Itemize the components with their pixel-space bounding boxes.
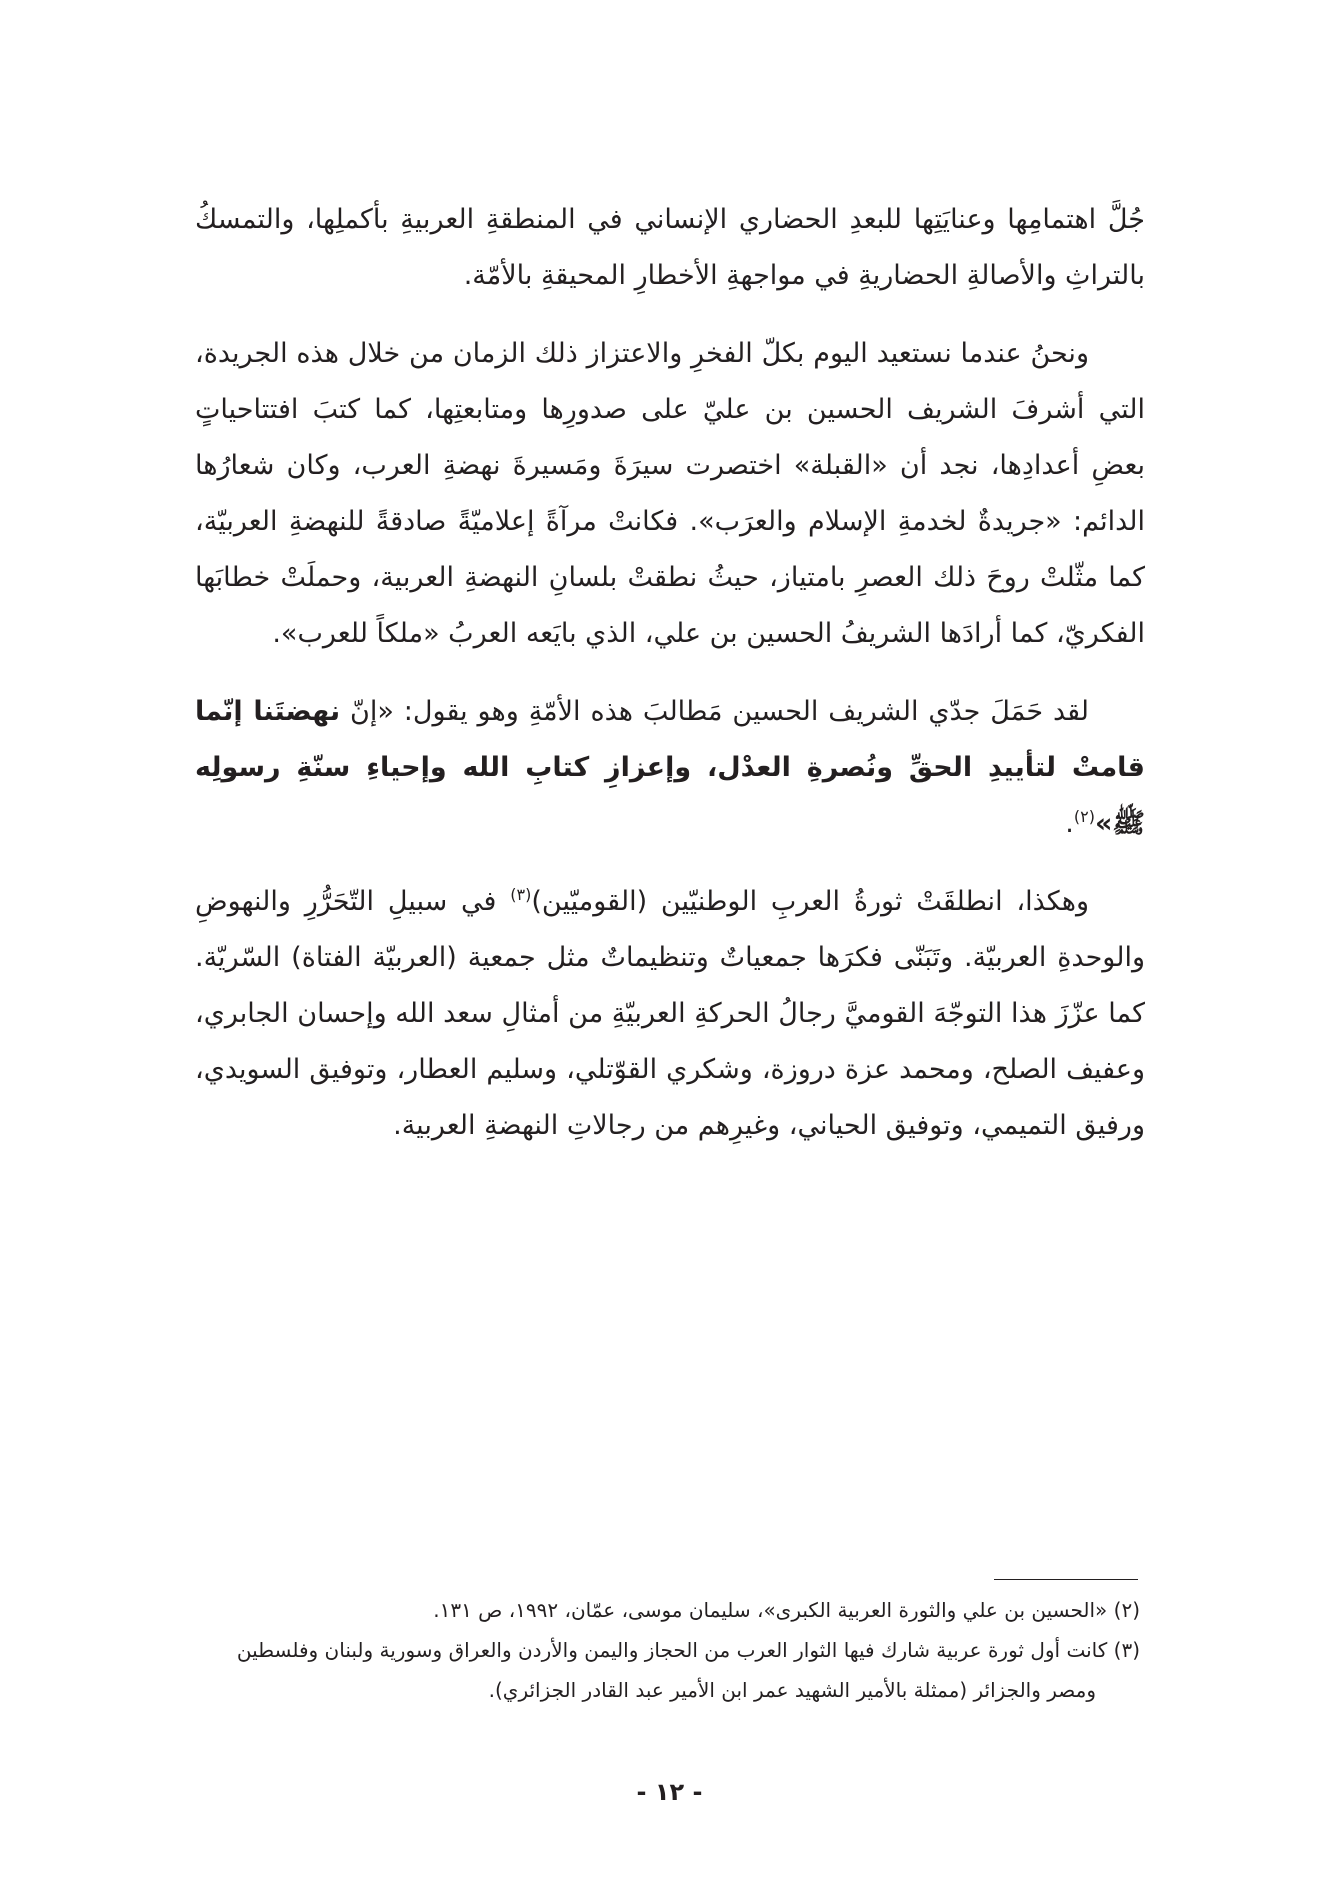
footnote-divider [994, 1579, 1138, 1580]
paragraph-3-end: . [1065, 808, 1074, 839]
footnotes [195, 1590, 1140, 1710]
body-text [195, 192, 1145, 1176]
paragraph-2: ونحنُ عندما نستعيد اليوم بكلّ الفخرِ والاعتزاز ذلك الزمان من خلال هذه الجريدة، التي أشرفَ الشريف الحسين بن عليّ على صدورِها ومتابعتِها، كما كتبَ افتتاحياتٍ بعضِ أعدادِها، نجد أن «القبلة» اختصرت سيرَةَ ومَسيرةَ نهضةِ العرب، وكان شعارُها الدائم: «جريدةٌ لخدمةِ الإسلام والعرَب». فكانتْ مرآةً إعلاميّةً صادقةً للنهضةِ العربيّة، كما مثّلتْ روحَ ذلك العصرِ بامتياز، حيثُ نطقتْ بلسانِ النهضةِ العربية، وحملَتْ خطابَها الفكريّ، كما أرادَها الشريفُ الحسين بن علي، الذي بايَعه العربُ «ملكاً للعرب». [195, 338, 1145, 649]
paragraph-1: جُلَّ اهتمامِها وعنايَتِها للبعدِ الحضاري الإنساني في المنطقةِ العربيةِ بأكملِها، والتمسكُ بالتراثِ والأصالةِ الحضاريةِ في مواجهةِ الأخطارِ المحيقةِ بالأمّة. [195, 204, 1145, 291]
page-number: - ١٢ - [636, 1778, 703, 1806]
footnote-3: (٣) كانت أول ثورة عربية شارك فيها الثوار العرب من الحجاز واليمن والأردن والعراق وسورية ولبنان وفلسطين ومصر والجزائر (ممثلة بالأمير الشهيد عمر ابن الأمير عبد القادر الجزائري). [236, 1638, 1140, 1702]
paragraph-3 [195, 684, 1145, 852]
paragraph-4 [195, 874, 1145, 1154]
footnote-ref-2: (٢) [1073, 807, 1095, 826]
paragraph-4-rest: في سبيلِ التّحَرُّرِ والنهوضِ والوحدةِ العربيّة. وتَبَنّى فكرَها جمعياتٌ وتنظيماتٌ مثل جمعية (العربيّة الفتاة) السّريّة. كما عزّزَ هذا التوجّهَ القوميَّ رجالُ الحركةِ العربيّةِ من أمثالِ سعد الله وإحسان الجابري، وعفيف الصلح، ومحمد عزة دروزة، وشكري القوّتلي، وسليم العطار، وتوفيق السويدي، ورفيق التميمي، وتوفيق الحياني، وغيرِهم من رجالاتِ النهضةِ العربية. [195, 886, 1145, 1141]
paragraph-4-lead: وهكذا، انطلقَتْ ثورةُ العربِ الوطنيّين (القوميّين) [531, 886, 1089, 917]
paragraph-3-quote: نهضتَنا إنّما قامتْ لتأييدِ الحقِّ ونُصرةِ العدْل، وإعزازِ كتابِ الله وإحياءِ سنّةِ رسولِه ﷺ» [195, 696, 1145, 839]
paragraph-3-lead: لقد حَمَلَ جدّي الشريف الحسين مَطالبَ هذه الأمّةِ وهو يقول: «إنّ [350, 696, 1090, 727]
footnote-2: (٢) «الحسين بن علي والثورة العربية الكبرى»، سليمان موسى، عمّان، ١٩٩٢، ص ١٣١. [433, 1598, 1140, 1622]
footnote-ref-3: (٣) [510, 885, 532, 904]
